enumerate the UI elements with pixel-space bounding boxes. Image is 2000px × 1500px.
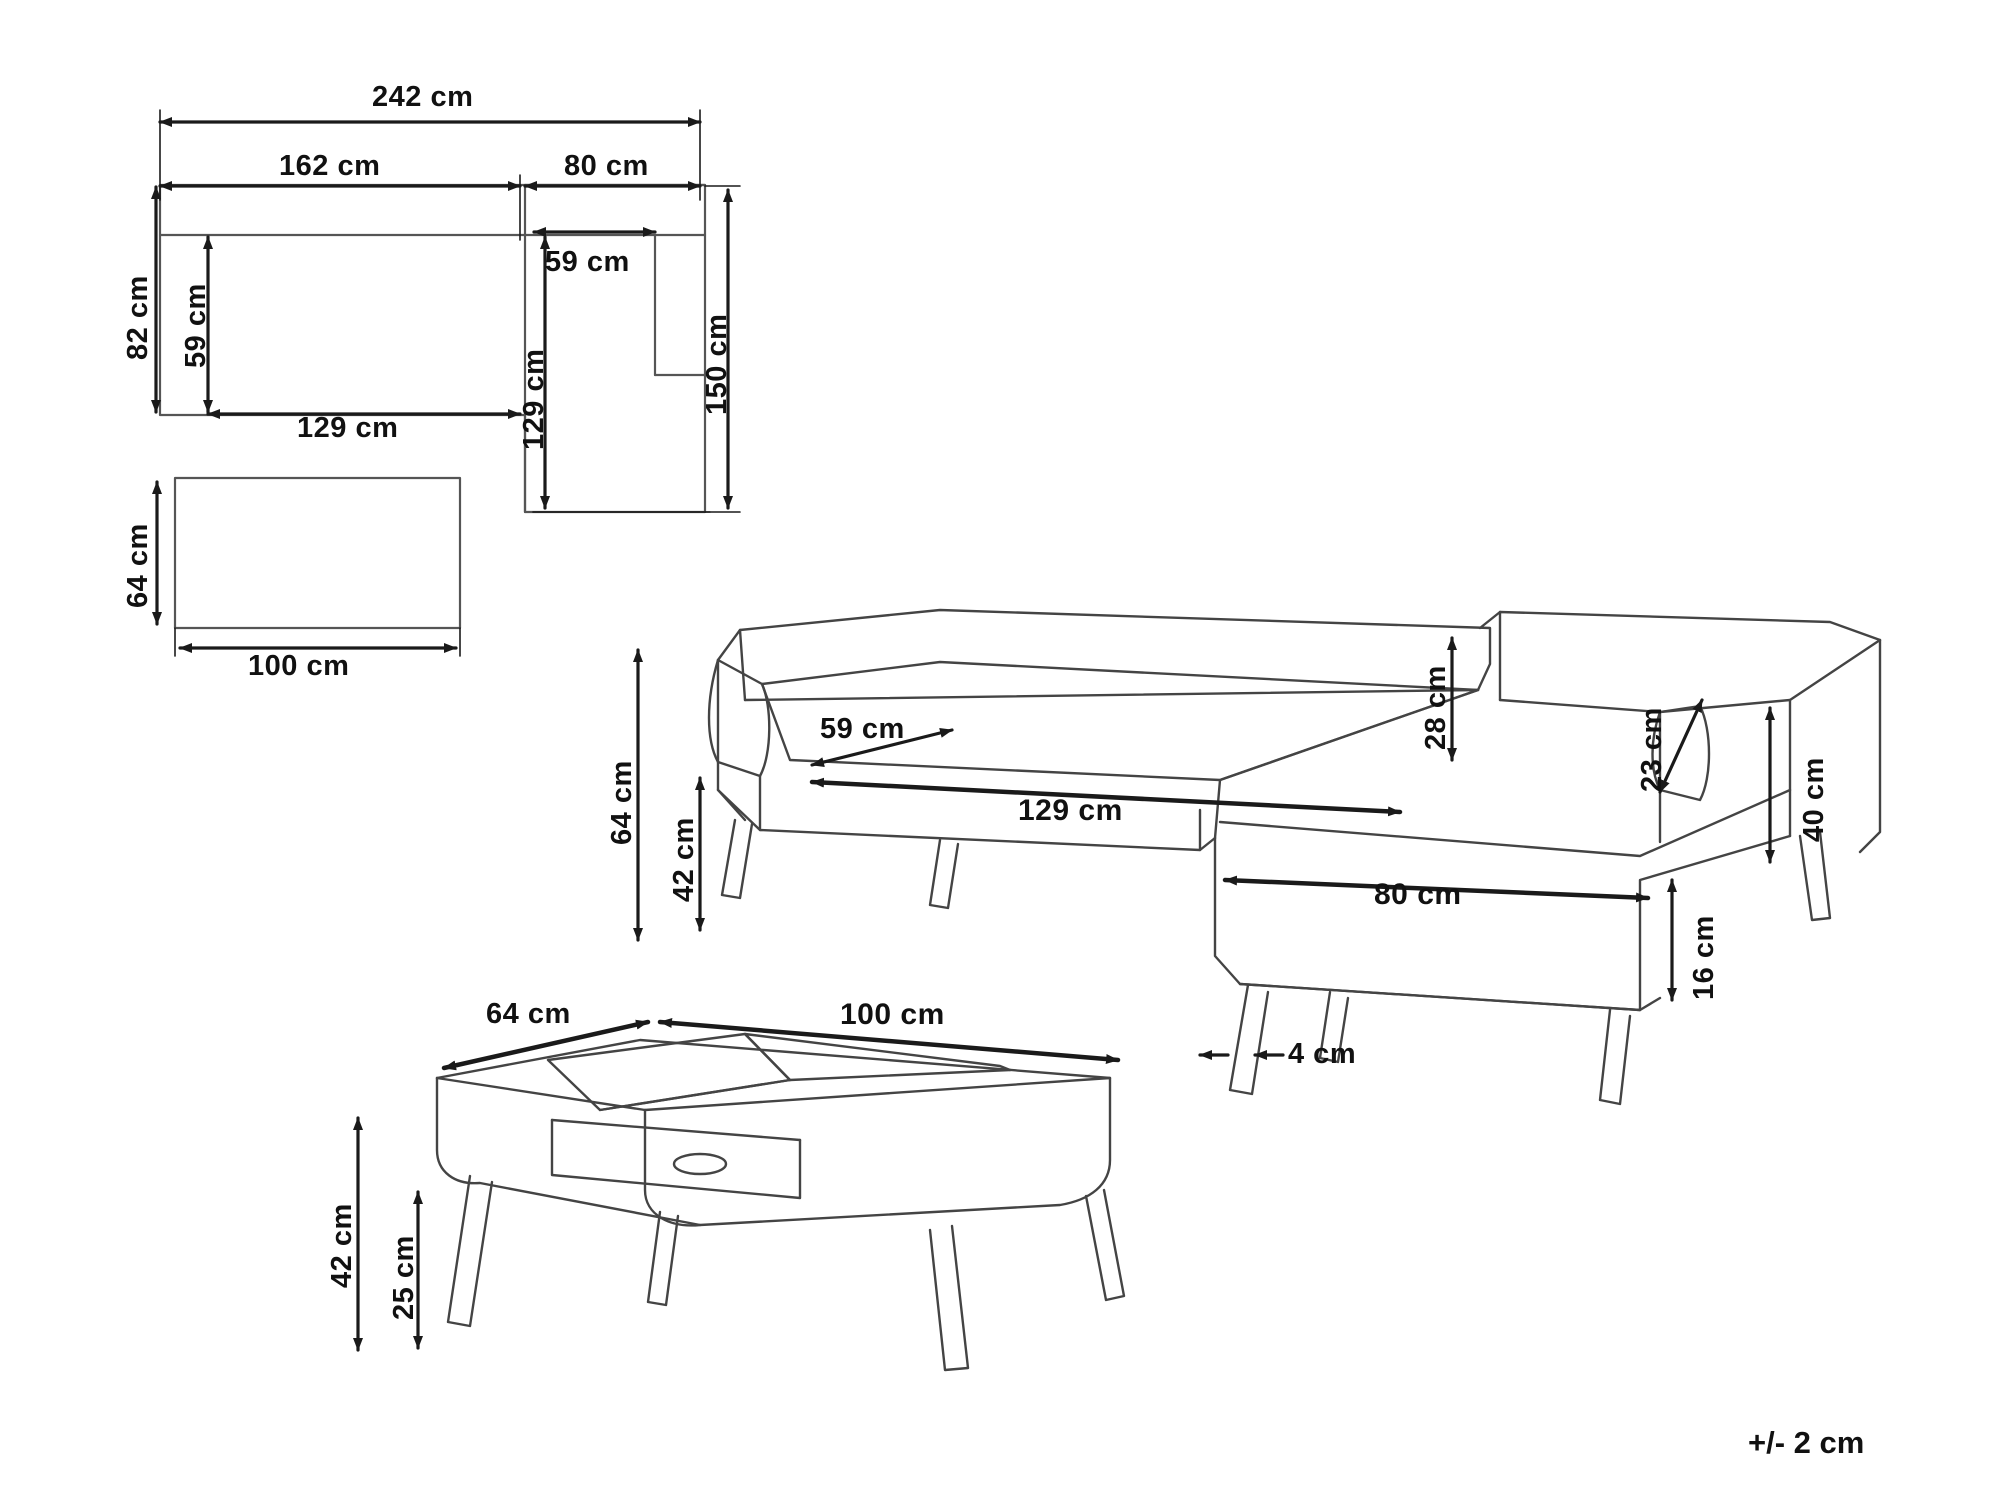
top-view-sofa-outline bbox=[160, 185, 705, 512]
label-seat-height: 16 cm bbox=[1688, 915, 1720, 1000]
label-table-width-persp: 100 cm bbox=[840, 998, 945, 1031]
label-table-top-height: 25 cm bbox=[388, 1235, 420, 1320]
label-chaise-back-height: 40 cm bbox=[1798, 757, 1830, 842]
label-corner-width: 80 cm bbox=[564, 150, 649, 182]
label-chaise-length: 129 cm bbox=[518, 348, 550, 450]
label-back-height: 64 cm bbox=[606, 760, 638, 845]
label-table-depth-top: 64 cm bbox=[122, 523, 154, 608]
label-chaise-seat-depth: 80 cm bbox=[1374, 878, 1462, 911]
label-left-section-width: 162 cm bbox=[279, 150, 381, 182]
label-seat-length-top: 129 cm bbox=[297, 412, 399, 444]
perspective-table-body bbox=[437, 1034, 1124, 1370]
label-table-height: 42 cm bbox=[326, 1203, 358, 1288]
label-total-depth: 150 cm bbox=[701, 313, 733, 415]
label-backrest-height: 28 cm bbox=[1420, 665, 1452, 750]
label-table-width-top: 100 cm bbox=[248, 650, 350, 682]
label-seat-depth-persp: 59 cm bbox=[820, 713, 905, 745]
label-arm-height: 42 cm bbox=[668, 817, 700, 902]
label-seat-depth-top: 59 cm bbox=[545, 246, 630, 278]
top-view-table-outline bbox=[175, 478, 460, 628]
label-seat-width-persp: 129 cm bbox=[1018, 794, 1123, 827]
label-table-depth-persp: 64 cm bbox=[486, 998, 571, 1030]
label-seat-depth-left: 59 cm bbox=[180, 283, 212, 368]
tolerance-note: +/- 2 cm bbox=[1748, 1425, 1865, 1460]
label-armrest-thickness: 23 cm bbox=[1636, 707, 1668, 792]
label-overall-depth-left: 82 cm bbox=[122, 275, 154, 360]
label-leg-thickness: 4 cm bbox=[1288, 1038, 1357, 1070]
label-total-width: 242 cm bbox=[372, 81, 474, 113]
